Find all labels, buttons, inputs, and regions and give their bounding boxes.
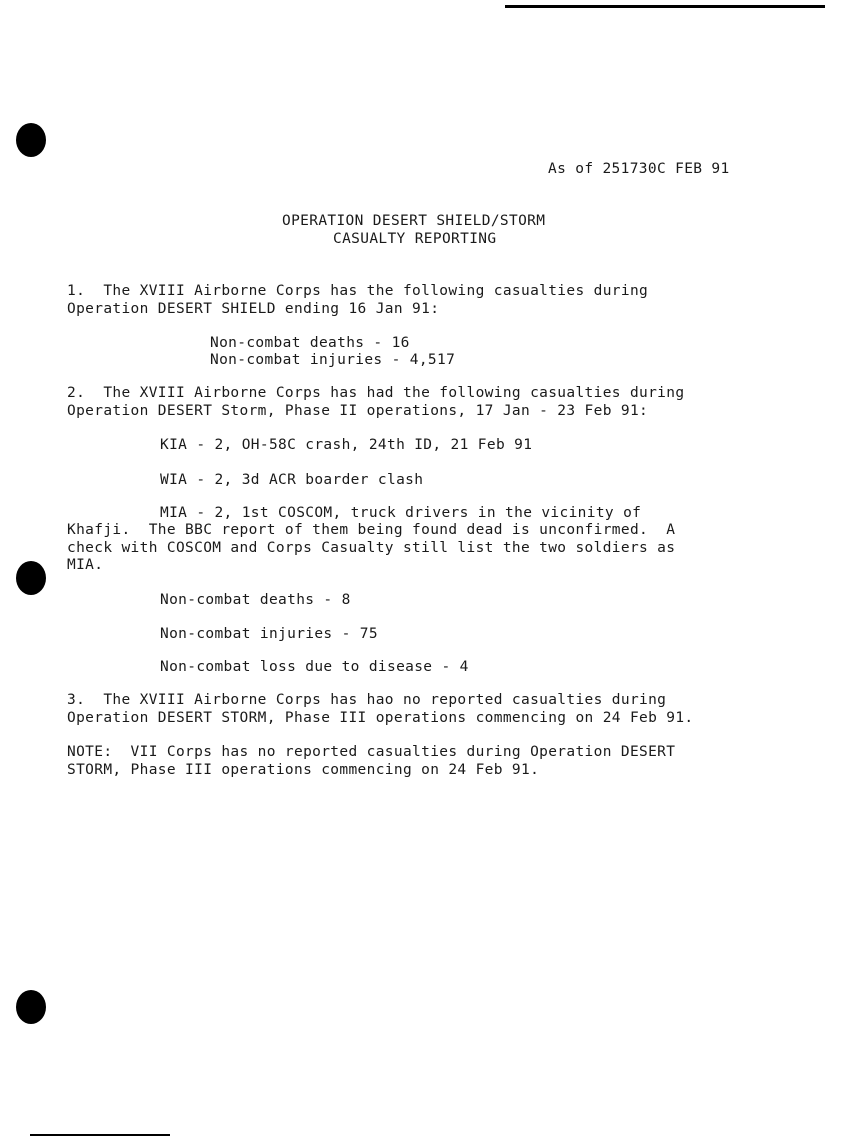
para2-line1: 2. The XVIII Airborne Corps has had the following casualties during — [67, 385, 685, 401]
punch-hole-bottom — [16, 990, 46, 1024]
para1-item-deaths: Non-combat deaths - 16 — [210, 335, 410, 351]
para1-line2: Operation DESERT SHIELD ending 16 Jan 91: — [67, 301, 440, 317]
para2-nc-deaths: Non-combat deaths - 8 — [160, 592, 351, 608]
para3-line1: 3. The XVIII Airborne Corps has hao no reported casualties during — [67, 692, 667, 708]
para2-mia-line2: Khafji. The BBC report of them being found dead is unconfirmed. A — [67, 522, 676, 538]
para2-mia-line4: MIA. — [67, 557, 104, 573]
para2-line2: Operation DESERT Storm, Phase II operations, 17 Jan - 23 Feb 91: — [67, 403, 649, 419]
note-line1: NOTE: VII Corps has no reported casualties during Operation DESERT — [67, 744, 676, 760]
para2-kia: KIA - 2, OH-58C crash, 24th ID, 21 Feb 91 — [160, 437, 533, 453]
document-subtitle: CASUALTY REPORTING — [333, 231, 497, 247]
document-title: OPERATION DESERT SHIELD/STORM — [282, 213, 546, 229]
para2-nc-disease: Non-combat loss due to disease - 4 — [160, 659, 469, 675]
para1-item-injuries: Non-combat injuries - 4,517 — [210, 352, 456, 368]
punch-hole-top — [16, 123, 46, 157]
punch-hole-middle — [16, 561, 46, 595]
note-line2: STORM, Phase III operations commencing on 24 Feb 91. — [67, 762, 540, 778]
para1-line1: 1. The XVIII Airborne Corps has the following casualties during — [67, 283, 649, 299]
para2-nc-injuries: Non-combat injuries - 75 — [160, 626, 378, 642]
para2-mia-line1: MIA - 2, 1st COSCOM, truck drivers in the vicinity of — [160, 505, 642, 521]
date-time-group: As of 251730C FEB 91 — [548, 161, 730, 177]
para2-wia: WIA - 2, 3d ACR boarder clash — [160, 472, 424, 488]
bottom-scan-rule — [30, 1134, 170, 1136]
top-scan-rule — [505, 5, 825, 8]
para2-mia-line3: check with COSCOM and Corps Casualty still list the two soldiers as — [67, 540, 676, 556]
para3-line2: Operation DESERT STORM, Phase III operations commencing on 24 Feb 91. — [67, 710, 694, 726]
